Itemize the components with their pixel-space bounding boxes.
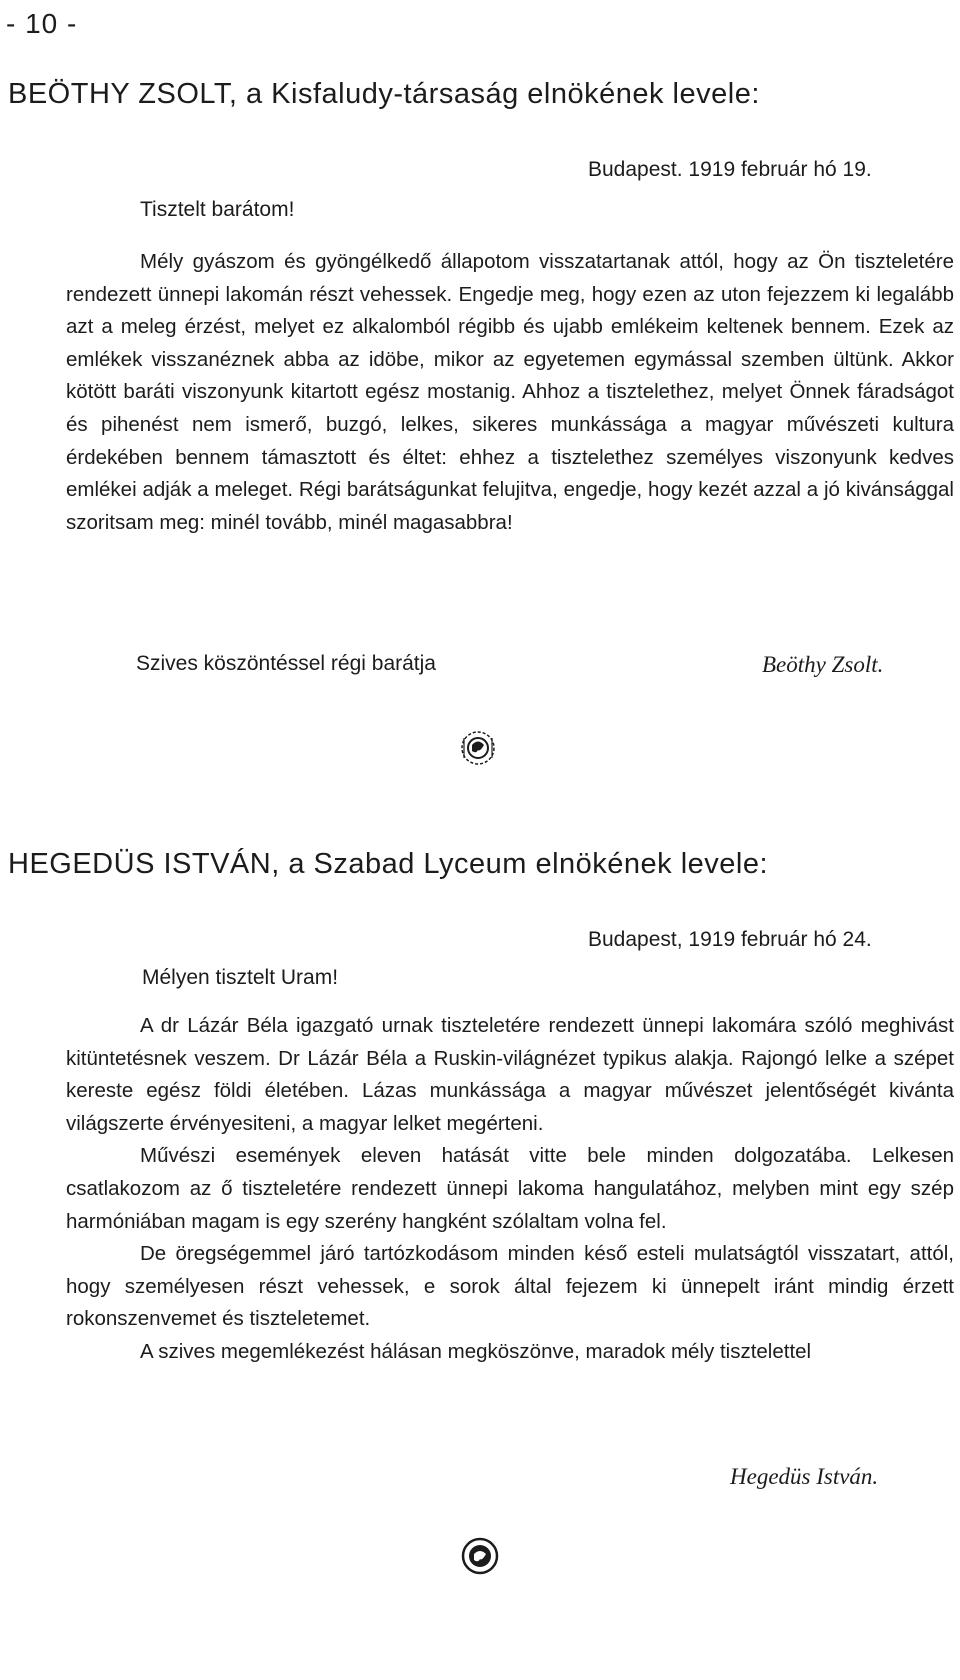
letter-1-signature: Beöthy Zsolt. <box>762 652 884 677</box>
printer-ornament-icon <box>458 728 498 773</box>
letter-2-dateline: Budapest, 1919 február hó 24. <box>588 928 872 951</box>
letter-2-heading: HEGEDÜS ISTVÁN, a Szabad Lyceum elnökének levele: <box>8 848 769 880</box>
letter-2-paragraph: Művészi események eleven hatását vitte bele minden dolgozatába. Lelkesen csatlakozom az ő tiszteletére rendezett ünnepi lakoma hangulatához, melyben mint egy szép harmóniában magam is egy szerény hangként szólaltam volna fel. <box>66 1144 954 1233</box>
letter-2-body <box>66 1010 954 1369</box>
letter-2-paragraph: De öregségemmel járó tartózkodásom minden késő esteli mulatságtól visszatart, attól, hogy személyesen részt vehessek, e sorok által fejezem ki ünnepelt iránt mindig érzett rokonszenvemet és tiszteletemet. <box>66 1242 954 1331</box>
printer-ornament-icon <box>460 1536 500 1581</box>
letter-2-signature: Hegedüs István. <box>730 1464 879 1489</box>
letter-2-paragraph: A dr Lázár Béla igazgató urnak tiszteletére rendezett ünnepi lakomára szóló meghivást kitüntetésnek veszem. Dr Lázár Béla a Ruskin-világnézet typikus alakja. Rajongó lelke a szépet kereste egész földi életében. Lázas munkássága a magyar művészet jelentőségét kivánta világszerte érvényesiteni, a magyar lelket megérteni. <box>66 1014 954 1135</box>
letter-1-body <box>66 246 954 539</box>
page-number: - 10 - <box>6 8 78 39</box>
letter-1-salutation: Tisztelt barátom! <box>140 198 295 221</box>
letter-2-salutation: Mélyen tisztelt Uram! <box>142 966 339 989</box>
letter-2-paragraph: A szives megemlékezést hálásan megköszönve, maradok mély tisztelettel <box>140 1339 812 1363</box>
letter-1-heading: BEÖTHY ZSOLT, a Kisfaludy-társaság elnökének levele: <box>8 78 760 110</box>
letter-1-paragraph: Mély gyászom és gyöngélkedő állapotom visszatartanak attól, hogy az Ön tiszteletére rendezett ünnepi lakomán részt vehessek. Engedje meg, hogy ezen az uton fejezzem ki legalább azt a meleg érzést, melyet ez alkalomból régibb és ujabb emlékeim keltenek bennem. Ezek az emlékek visszanéznek abba az idöbe, mikor az egyetemen egymással szemben ültünk. Akkor kötött baráti viszonyunk kitartott egész mostanig. Ahhoz a tisztelethez, melyet Önnek fáradságot és pihenést nem ismerő, buzgó, lelkes, sikeres munkássága a magyar művészeti kultura érdekében bennem támasztott és éltet: ehhez a tisztelethez személyes viszonyunk kedves emlékei adják a meleget. Régi barátságunkat felujitva, engedje, hogy kezét azzal a jó kivánsággal szoritsam meg: minél tovább, minél magasabbra! <box>66 250 954 534</box>
letter-1-closing: Szives köszöntéssel régi barátja <box>136 652 436 675</box>
letter-1-dateline: Budapest. 1919 február hó 19. <box>588 158 872 181</box>
